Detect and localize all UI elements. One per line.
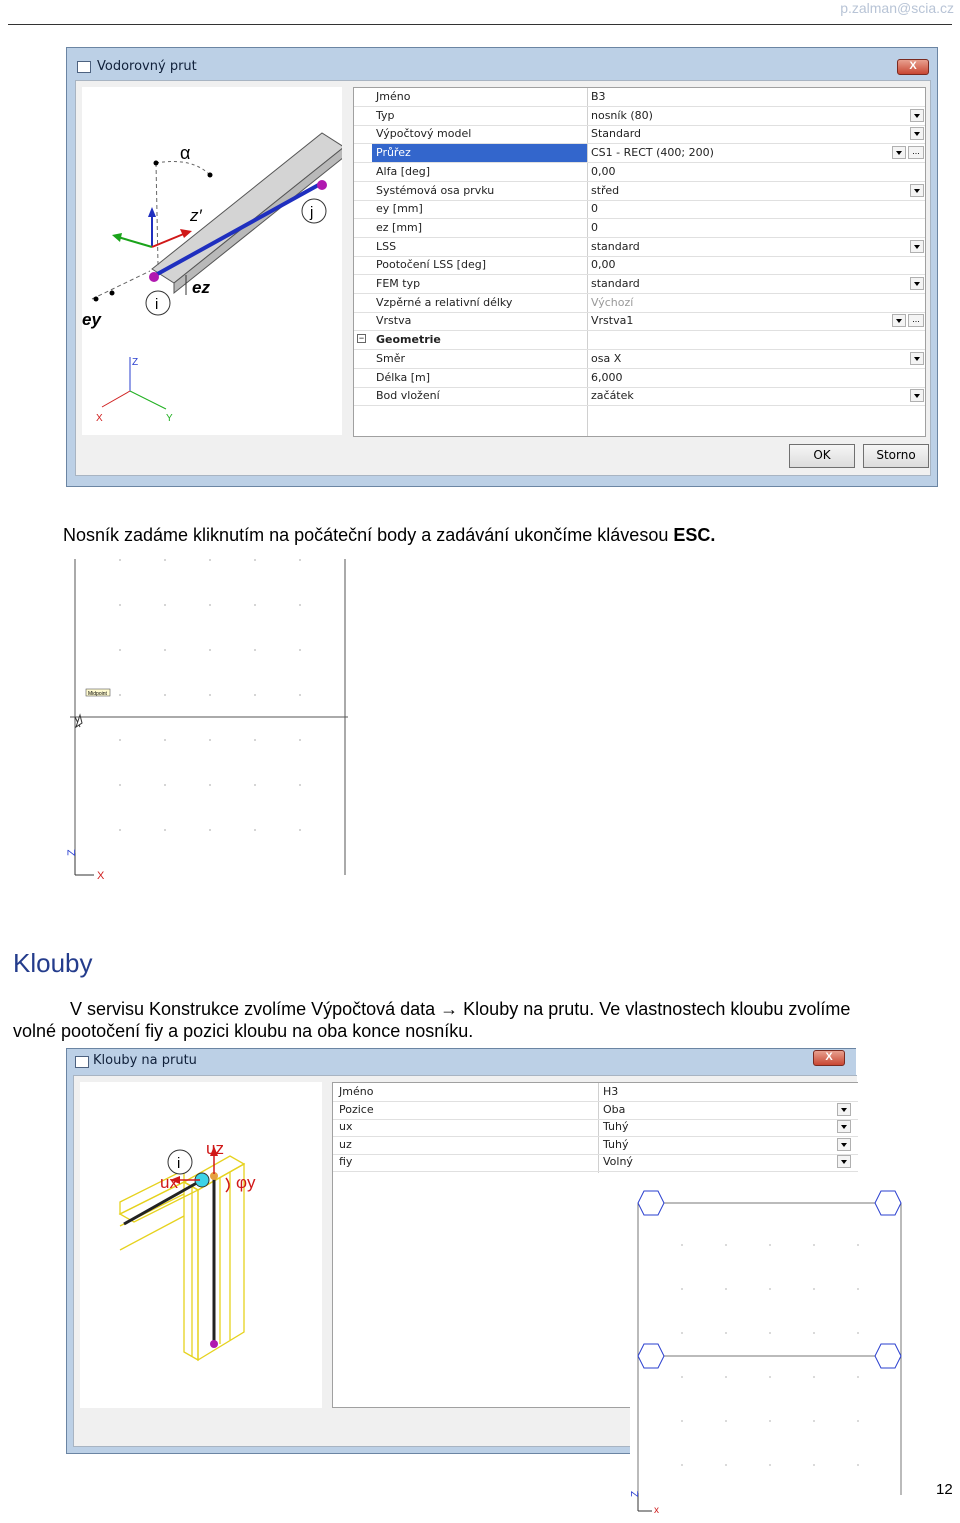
grid-dot [209, 739, 211, 741]
node-j-label: j [310, 204, 314, 221]
caption-text: Nosník zadáme kliknutím na počáteční body a zadávání ukončíme klávesou [63, 525, 674, 545]
grid-dot [299, 559, 301, 561]
grid-dot [857, 1420, 859, 1422]
hinge-preview [80, 1082, 322, 1408]
grid-dot [769, 1332, 771, 1334]
property-label: Pozice [339, 1102, 374, 1116]
property-row[interactable] [354, 144, 925, 163]
property-value[interactable]: střed [591, 183, 620, 197]
property-label: Geometrie [376, 333, 441, 347]
ellipsis-button[interactable]: ... [908, 146, 924, 159]
property-label: Průřez [376, 146, 411, 160]
grid-dot [164, 739, 166, 741]
property-label: Směr [376, 351, 405, 365]
vp1-axis-z: Z [66, 849, 78, 856]
property-value[interactable]: B3 [591, 90, 606, 103]
grid-dot [857, 1464, 859, 1466]
midpoint-tooltip: Midpoint [88, 691, 107, 697]
caption-key: ESC. [673, 525, 716, 545]
grid-dot [681, 1288, 683, 1290]
ellipsis-button[interactable]: ... [908, 314, 924, 327]
grid-dot [254, 739, 256, 741]
property-grid[interactable] [353, 87, 926, 437]
property-value[interactable]: CS1 - RECT (400; 200) [591, 146, 714, 160]
property-value[interactable]: standard [591, 239, 640, 253]
cancel-button[interactable]: Storno [863, 444, 929, 468]
chevron-down-icon[interactable] [837, 1103, 851, 1116]
chevron-down-icon[interactable] [910, 184, 924, 197]
grid-dot [299, 649, 301, 651]
property-row[interactable] [333, 1153, 858, 1172]
grid-dot [769, 1420, 771, 1422]
property-label: Délka [m] [376, 370, 431, 384]
grid-dot [119, 559, 121, 561]
grid-dot [769, 1288, 771, 1290]
collapse-icon[interactable]: − [358, 333, 365, 344]
property-value[interactable]: Volný [603, 1155, 633, 1169]
node-i-label: i [155, 296, 159, 313]
vp2-axis-z: Z [630, 1490, 641, 1497]
property-row[interactable] [354, 107, 925, 126]
property-row[interactable] [354, 182, 925, 201]
property-value[interactable]: začátek [591, 389, 634, 403]
property-label: ux [339, 1120, 353, 1134]
hinge-symbol [638, 1344, 664, 1368]
grid-dot [209, 604, 211, 606]
grid-dot [254, 784, 256, 786]
property-label: Alfa [deg] [376, 164, 431, 178]
property-label: Výpočtový model [376, 127, 472, 141]
grid-dot [813, 1376, 815, 1378]
ux-label: ux [160, 1173, 178, 1192]
graphic-viewport-2[interactable] [630, 1185, 920, 1518]
property-value[interactable]: H3 [603, 1085, 619, 1098]
horizontal-member-dialog [66, 47, 938, 487]
property-row[interactable] [354, 125, 925, 144]
property-row[interactable] [354, 275, 925, 294]
property-row[interactable] [333, 1118, 858, 1137]
grid-dot [857, 1376, 859, 1378]
grid-dot [681, 1420, 683, 1422]
property-label: FEM typ [376, 277, 421, 290]
grid-dot [254, 649, 256, 651]
property-label: Bod vložení [376, 389, 440, 403]
chevron-down-icon[interactable] [910, 109, 924, 122]
grid-dot [254, 559, 256, 561]
property-value[interactable]: Oba [603, 1102, 626, 1116]
chevron-down-icon[interactable] [910, 389, 924, 402]
chevron-down-icon[interactable] [892, 146, 906, 159]
section-text-line-1: V servisu Konstrukce zvolíme Výpočtová data → Klouby na prutu. Ve vlastnostech kloubu zvolíme [70, 999, 851, 1019]
chevron-down-icon[interactable] [837, 1138, 851, 1151]
hinge-symbol [875, 1191, 901, 1215]
chevron-down-icon[interactable] [837, 1120, 851, 1133]
axis-x-label: X [96, 413, 103, 424]
axis-y-label: Y [166, 413, 173, 424]
grid-dot [254, 694, 256, 696]
property-row[interactable] [333, 1136, 858, 1155]
property-row[interactable] [354, 387, 925, 406]
graphic-viewport-1[interactable] [66, 555, 356, 885]
grid-dot [681, 1376, 683, 1378]
grid-dot [119, 694, 121, 696]
property-label: Systémová osa prvku [376, 183, 495, 197]
grid-dot [164, 604, 166, 606]
ez-label: ez [192, 278, 210, 297]
section-text-line-2: volné pootočení fiy a pozici kloubu na oba konce nosníku. [13, 1021, 474, 1041]
ey-label: ey [82, 310, 101, 329]
node-i-label: i [177, 1155, 181, 1172]
chevron-down-icon[interactable] [837, 1155, 851, 1168]
property-row[interactable] [354, 219, 925, 238]
grid-dot [209, 829, 211, 831]
property-value[interactable]: Vrstva1 [591, 314, 634, 328]
grid-dot [725, 1376, 727, 1378]
grid-dot [725, 1288, 727, 1290]
grid-dot [299, 604, 301, 606]
grid-dot [254, 604, 256, 606]
close-button[interactable]: X [813, 1050, 845, 1066]
chevron-down-icon[interactable] [910, 277, 924, 290]
ok-button[interactable]: OK [789, 444, 855, 468]
property-label: uz [339, 1137, 352, 1151]
hinge-symbol [638, 1191, 664, 1215]
header-rule [8, 24, 952, 25]
property-row[interactable] [354, 163, 925, 182]
section-heading: Klouby [13, 948, 93, 978]
vp2-axis-x: x [654, 1505, 659, 1516]
property-row[interactable] [333, 1083, 858, 1102]
viewport-1-drawing [66, 555, 356, 885]
axis-z-label: Z [132, 357, 139, 368]
property-value[interactable]: 0,00 [591, 258, 616, 272]
chevron-down-icon[interactable] [892, 314, 906, 327]
property-value[interactable]: 6,000 [591, 370, 623, 384]
property-label: Vrstva [376, 314, 412, 328]
grid-dot [254, 829, 256, 831]
grid-dot [209, 784, 211, 786]
alpha-label: α [180, 143, 191, 163]
member-preview-drawing [82, 87, 342, 435]
grid-dot [769, 1376, 771, 1378]
property-label: Jméno [376, 90, 411, 103]
grid-dot [119, 604, 121, 606]
grid-dot [164, 784, 166, 786]
phiy-label: φy [236, 1173, 256, 1192]
property-row[interactable] [354, 369, 925, 388]
hinge-preview-drawing [80, 1082, 322, 1408]
grid-dot [164, 694, 166, 696]
viewport-2-drawing [630, 1185, 920, 1518]
property-row[interactable] [354, 200, 925, 219]
grid-dot [813, 1244, 815, 1246]
property-value[interactable]: Tuhý [603, 1120, 629, 1134]
property-value[interactable]: Tuhý [603, 1137, 629, 1151]
property-row[interactable] [354, 294, 925, 313]
chevron-down-icon[interactable] [910, 352, 924, 365]
property-label: fiy [339, 1155, 353, 1169]
grid-dot [813, 1420, 815, 1422]
chevron-down-icon[interactable] [910, 240, 924, 253]
grid-dot [299, 784, 301, 786]
grid-dot [209, 649, 211, 651]
grid-dot [119, 649, 121, 651]
property-label: ez [mm] [376, 220, 423, 234]
window-icon [75, 1056, 89, 1068]
property-row[interactable] [333, 1101, 858, 1120]
property-row[interactable] [354, 256, 925, 275]
grid-dot [164, 649, 166, 651]
grid-dot [813, 1464, 815, 1466]
grid-dot [813, 1288, 815, 1290]
grid-dot [164, 829, 166, 831]
grid-dot [725, 1244, 727, 1246]
instruction-caption [63, 525, 715, 546]
grid-dot [857, 1244, 859, 1246]
dialog-title: Vodorovný prut [97, 59, 197, 74]
grid-dot [209, 694, 211, 696]
group-header-geometry[interactable] [354, 331, 925, 350]
dialog-body [75, 80, 931, 476]
grid-dot [857, 1332, 859, 1334]
grid-dot [681, 1332, 683, 1334]
property-label: ey [mm] [376, 202, 423, 216]
grid-dot [857, 1288, 859, 1290]
member-preview [82, 87, 342, 435]
property-value[interactable]: 0 [591, 202, 598, 216]
property-row[interactable] [354, 238, 925, 257]
grid-dot [769, 1464, 771, 1466]
grid-dot [681, 1244, 683, 1246]
grid-dot [725, 1332, 727, 1334]
property-value[interactable]: nosník (80) [591, 108, 653, 122]
uz-label: uz [206, 1139, 224, 1158]
dialog-title: Klouby na prutu [93, 1053, 197, 1068]
zprime-label: z′ [190, 206, 202, 225]
vp1-axis-x: X [97, 870, 105, 882]
chevron-down-icon[interactable] [910, 127, 924, 140]
property-label: Typ [376, 108, 395, 122]
property-value[interactable]: Výchozí [591, 295, 634, 309]
grid-dot [681, 1464, 683, 1466]
grid-dot [769, 1244, 771, 1246]
grid-dot [813, 1332, 815, 1334]
close-button[interactable]: X [897, 59, 929, 75]
grid-dot [725, 1464, 727, 1466]
grid-dot [119, 829, 121, 831]
grid-dot [725, 1420, 727, 1422]
property-value[interactable]: osa X [591, 351, 622, 365]
author-email: p.zalman@scia.cz [840, 0, 954, 16]
grid-dot [119, 784, 121, 786]
grid-dot [164, 559, 166, 561]
property-row[interactable] [354, 312, 925, 331]
property-label: Jméno [339, 1085, 374, 1098]
property-label: Vzpěrné a relativní délky [376, 295, 513, 309]
grid-dot [299, 739, 301, 741]
grid-dot [209, 559, 211, 561]
window-icon [77, 61, 91, 73]
page-number: 12 [936, 1481, 953, 1498]
grid-dot [299, 694, 301, 696]
property-value[interactable]: 0,00 [591, 164, 616, 178]
property-label: Pootočení LSS [deg] [376, 258, 486, 272]
property-value[interactable]: standard [591, 277, 640, 290]
property-row[interactable] [354, 88, 925, 107]
property-value[interactable]: 0 [591, 220, 598, 234]
grid-dot [299, 829, 301, 831]
property-label: LSS [376, 239, 397, 253]
grid-dot [119, 739, 121, 741]
hinge-symbol [875, 1344, 901, 1368]
property-row[interactable] [354, 350, 925, 369]
property-value[interactable]: Standard [591, 127, 642, 141]
